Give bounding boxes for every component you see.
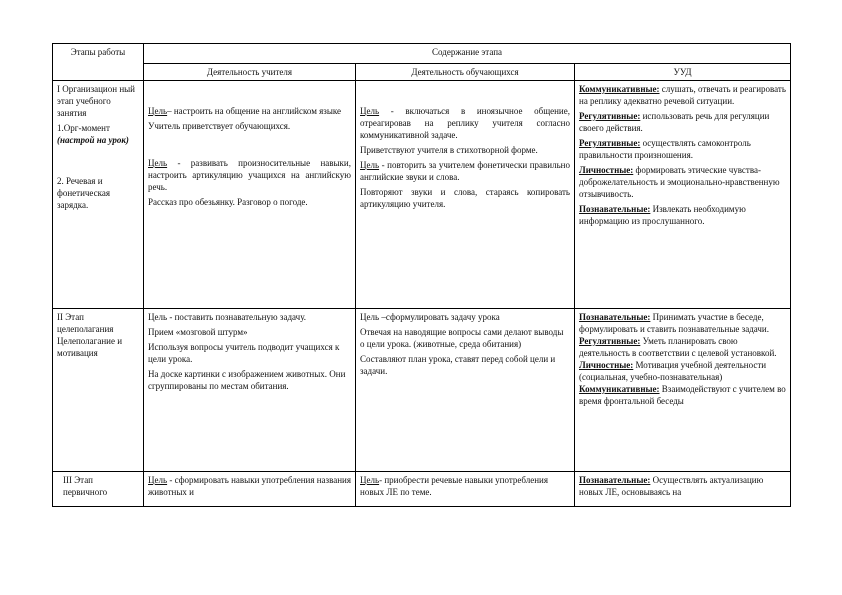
header-stages: Этапы работы [53,44,144,81]
uud-cell [575,309,791,472]
teacher-goal: Цель - сформировать навыки употребления названия животных и [148,475,351,497]
teacher-text: Цель - поставить познавательную задачу. [148,312,307,322]
table-row [53,472,791,507]
uud-item: Личностные: формировать этические чувства-доброжелательность и эмоционально-нравственную отзывчивость. [579,165,780,199]
header-teacher: Деятельность учителя [144,64,356,81]
uud-cell [575,81,791,309]
teacher-text: Рассказ про обезьянку. Разговор о погоде. [148,197,308,207]
header-content: Содержание этапа [144,44,791,64]
stage-sub: 1.Орг-момент [57,123,110,133]
students-goal: Цель - включаться в иноязычное общение, отреагировав на реплику учителя согласно коммуникативной задаче. [360,106,570,140]
students-goal: Цель- приобрести речевые навыки употребления новых ЛЕ по теме. [360,475,548,497]
stage-cell [53,81,144,309]
stage-sub-note: (настрой на урок) [57,135,129,145]
uud-item: Регулятивные: использовать речь для регуляции своего действия. [579,111,770,133]
table-row [53,81,791,309]
uud-cell [575,472,791,507]
teacher-text: Учитель приветствует обучающихся. [148,121,291,131]
students-text: Повторяют звуки и слова, стараясь копировать артикуляцию учителя. [360,187,570,209]
stage-cell [53,309,144,472]
stage-title: I Организацион ный этап учебного занятия [57,84,135,118]
uud-item: Познавательные: Осуществлять актуализацию новых ЛЕ, основываясь на [579,475,764,497]
teacher-goal: Цель– настроить на общение на английском языке [148,106,342,116]
students-text: Отвечая на наводящие вопросы сами делают выводы о цели урока. (животные, среда обитания) [360,327,564,349]
stage-sub: Целеполагание и мотивация [57,336,123,358]
stage-cell [53,472,144,507]
table-row [53,309,791,472]
uud-item: Регулятивные: Уметь планировать свою деятельность в соответствии с целевой установкой. [579,336,777,358]
teacher-text: На доске картинки с изображением животных. Они сгруппированы по местам обитания. [148,369,346,391]
header-uud: УУД [575,64,791,81]
students-text: Цель –сформулировать задачу урока [360,312,500,322]
stage-sub: 2. Речевая и фонетическая зарядка. [57,176,111,210]
teacher-cell [144,81,356,309]
header-row-1 [53,44,791,64]
students-text: Составляют план урока, ставят перед собой цели и задачи. [360,354,556,376]
students-cell [356,472,575,507]
lesson-plan-table [52,43,791,507]
teacher-cell [144,472,356,507]
uud-item: Познавательные: Извлекать необходимую информацию из прослушанного. [579,204,746,226]
stage-title: II Этап целеполагания [57,312,114,334]
teacher-text: Используя вопросы учитель подводит учащихся к цели урока. [148,342,340,364]
students-text: Приветствуют учителя в стихотворной форме. [360,145,538,155]
header-students: Деятельность обучающихся [356,64,575,81]
uud-item: Личностные: Мотивация учебной деятельности (социальная, учебно-познавательная) [579,360,767,382]
header-row-2 [53,64,791,81]
students-cell [356,81,575,309]
uud-item: Коммуникативные: Взаимодействуют с учителем во время фронтальной беседы [579,384,786,406]
teacher-goal: Цель - развивать произносительные навыки, настроить артикуляцию учащихся на английскую речь. [148,158,351,192]
teacher-cell [144,309,356,472]
stage-title: III Этап первичного [63,475,108,497]
teacher-text: Прием «мозговой штурм» [148,327,248,337]
uud-item: Регулятивные: осуществлять самоконтроль правильности произношения. [579,138,751,160]
students-goal: Цель - повторить за учителем фонетически правильно английские звуки и слова. [360,160,570,182]
students-cell [356,309,575,472]
uud-item: Познавательные: Принимать участие в беседе, формулировать и ставить познавательные задачи. [579,312,769,334]
uud-item: Коммуникативные: слушать, отвечать и реагировать на реплику адекватно речевой ситуации. [579,84,786,106]
